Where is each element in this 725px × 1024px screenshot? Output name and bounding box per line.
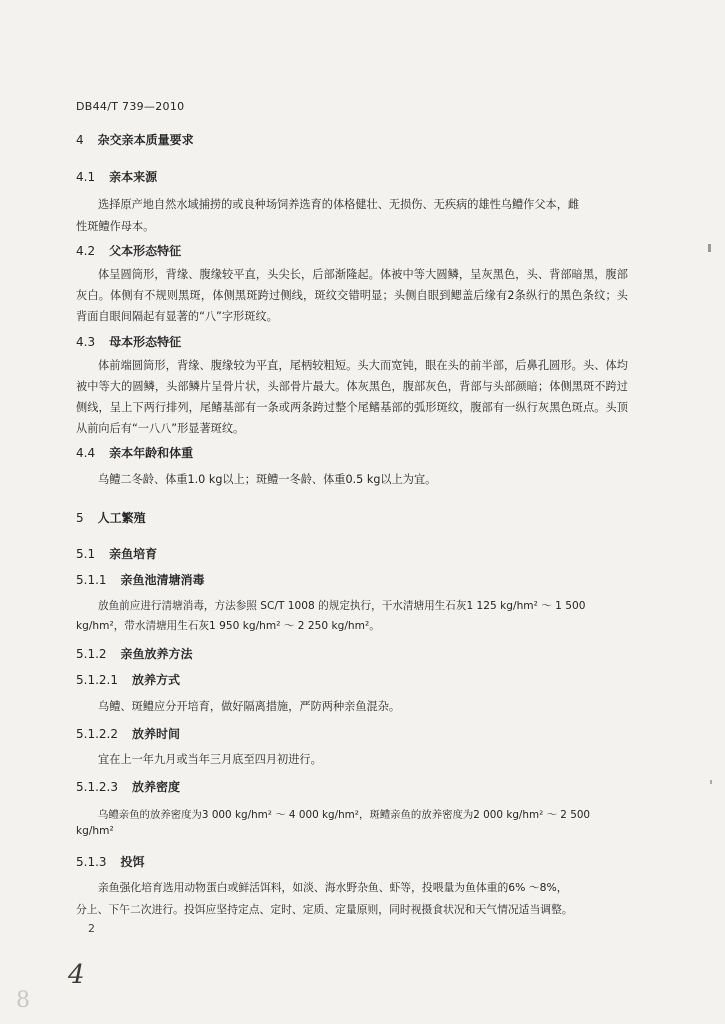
handwritten-page-mark: 4 [68, 960, 85, 990]
paragraph: 体前端圆筒形，背缘、腹缘较为平直，尾柄较粗短。头大而宽钝，眼在头的前半部，后鼻孔圆形。头、体均被中等大的圆鳞，头部鳞片呈骨片状，头部骨片最大。体灰黑色，腹部灰色，背部与头部颜暗；体侧黑斑不跨过侧线，呈上下两行排列，尾鳍基部有一条或两条跨过整个尾鳍基部的弧形斑纹，腹部有一纵行灰黑色斑点。头顶从前向后有“一八八”形显著斑纹。 [76, 359, 628, 435]
section-title: 放养时间 [131, 727, 180, 741]
page-number: 2 [88, 922, 95, 935]
paragraph-line: 乌鳢亲鱼的放养密度为3 000 kg/hm² ～ 4 000 kg/hm²，斑鳢亲鱼的放养密度为2 000 kg/hm² ～ 2 500 [98, 809, 591, 821]
section-5-1-2-heading [76, 645, 193, 662]
section-number: 5.1.2.3 [76, 780, 118, 794]
paragraph-line: 宜在上一年九月或当年三月底至四月初进行。 [98, 753, 322, 766]
section-title: 父本形态特征 [109, 244, 182, 258]
section-number: 5 [76, 511, 84, 525]
section-5-1-heading [76, 545, 157, 562]
section-5-1-2-3-heading [76, 778, 180, 795]
paragraph-line: kg/hm²，带水清塘用生石灰1 950 kg/hm² ～ 2 250 kg/hm²。 [76, 620, 380, 632]
faint-scan-mark: 8 [16, 988, 30, 1013]
paragraph-line: 乌鳢、斑鳢应分开培育，做好隔离措施，严防两种亲鱼混杂。 [98, 700, 401, 713]
section-number: 5.1.1 [76, 573, 107, 587]
paragraph-line: 亲鱼强化培育选用动物蛋白或鲜活饵料，如淡、海水野杂鱼、虾等，投喂量为鱼体重的6% ～8%， [98, 881, 568, 894]
paragraph-line: 性斑鳢作母本。 [76, 220, 155, 233]
section-4-1-heading [76, 168, 157, 185]
paragraph-line: 乌鳢二冬龄、体重1.0 kg以上；斑鳢一冬龄、体重0.5 kg以上为宜。 [98, 473, 437, 486]
section-5-1-2-1-heading [76, 671, 180, 688]
paragraph-line: kg/hm² [76, 825, 114, 837]
section-number: 4.1 [76, 170, 96, 184]
section-title: 人工繁殖 [97, 511, 146, 525]
document-code: DB44/T 739—2010 [76, 100, 185, 113]
section-number: 4.3 [76, 335, 96, 349]
section-5-1-2-2-heading [76, 725, 180, 742]
section-number: 5.1.3 [76, 855, 107, 869]
section-title: 母本形态特征 [109, 335, 182, 349]
scan-margin-mark [710, 780, 712, 784]
section-number: 5.1.2.2 [76, 727, 118, 741]
paragraph-line: 选择原产地自然水域捕捞的或良种场饲养选育的体格健壮、无损伤、无疾病的雄性乌鳢作父本，雌 [98, 198, 580, 211]
section-4-4-heading [76, 444, 193, 461]
section-4-2-heading [76, 242, 181, 259]
section-number: 4.2 [76, 244, 96, 258]
section-title: 杂交亲本质量要求 [97, 133, 194, 147]
section-4-3-heading [76, 333, 181, 350]
section-title: 亲本年龄和体重 [109, 446, 194, 460]
section-4-heading [76, 131, 194, 148]
section-title: 放养方式 [131, 673, 180, 687]
scan-margin-mark [708, 244, 711, 252]
section-title: 亲本来源 [109, 170, 158, 184]
section-title: 亲鱼放养方法 [120, 647, 193, 661]
section-title: 亲鱼池清塘消毒 [120, 573, 205, 587]
section-title: 投饵 [120, 855, 145, 869]
section-5-1-3-heading [76, 853, 145, 870]
paragraph-line: 放鱼前应进行清塘消毒，方法参照 SC/T 1008 的规定执行，干水清塘用生石灰1 125 kg/hm² ～ 1 500 [98, 600, 586, 612]
section-5-1-1-heading [76, 571, 205, 588]
section-number: 5.1.2.1 [76, 673, 118, 687]
section-number: 5.1.2 [76, 647, 107, 661]
section-number: 4 [76, 133, 84, 147]
section-5-heading [76, 509, 146, 526]
section-number: 4.4 [76, 446, 96, 460]
paragraph: 体呈圆筒形，背缘、腹缘较平直，头尖长，后部渐隆起。体被中等大圆鳞，呈灰黑色，头、背部暗黑，腹部灰白。体侧有不规则黑斑，体侧黑斑跨过侧线，斑纹交错明显；头侧自眼到鳃盖后缘有2条纵行的黑色条纹；头背面自眼间隔起有显著的“八”字形斑纹。 [76, 268, 628, 323]
section-title: 放养密度 [131, 780, 180, 794]
paragraph-line: 分上、下午二次进行。投饵应坚持定点、定时、定质、定量原则，同时视摄食状况和天气情况适当调整。 [76, 903, 573, 916]
section-number: 5.1 [76, 547, 96, 561]
section-title: 亲鱼培育 [109, 547, 158, 561]
